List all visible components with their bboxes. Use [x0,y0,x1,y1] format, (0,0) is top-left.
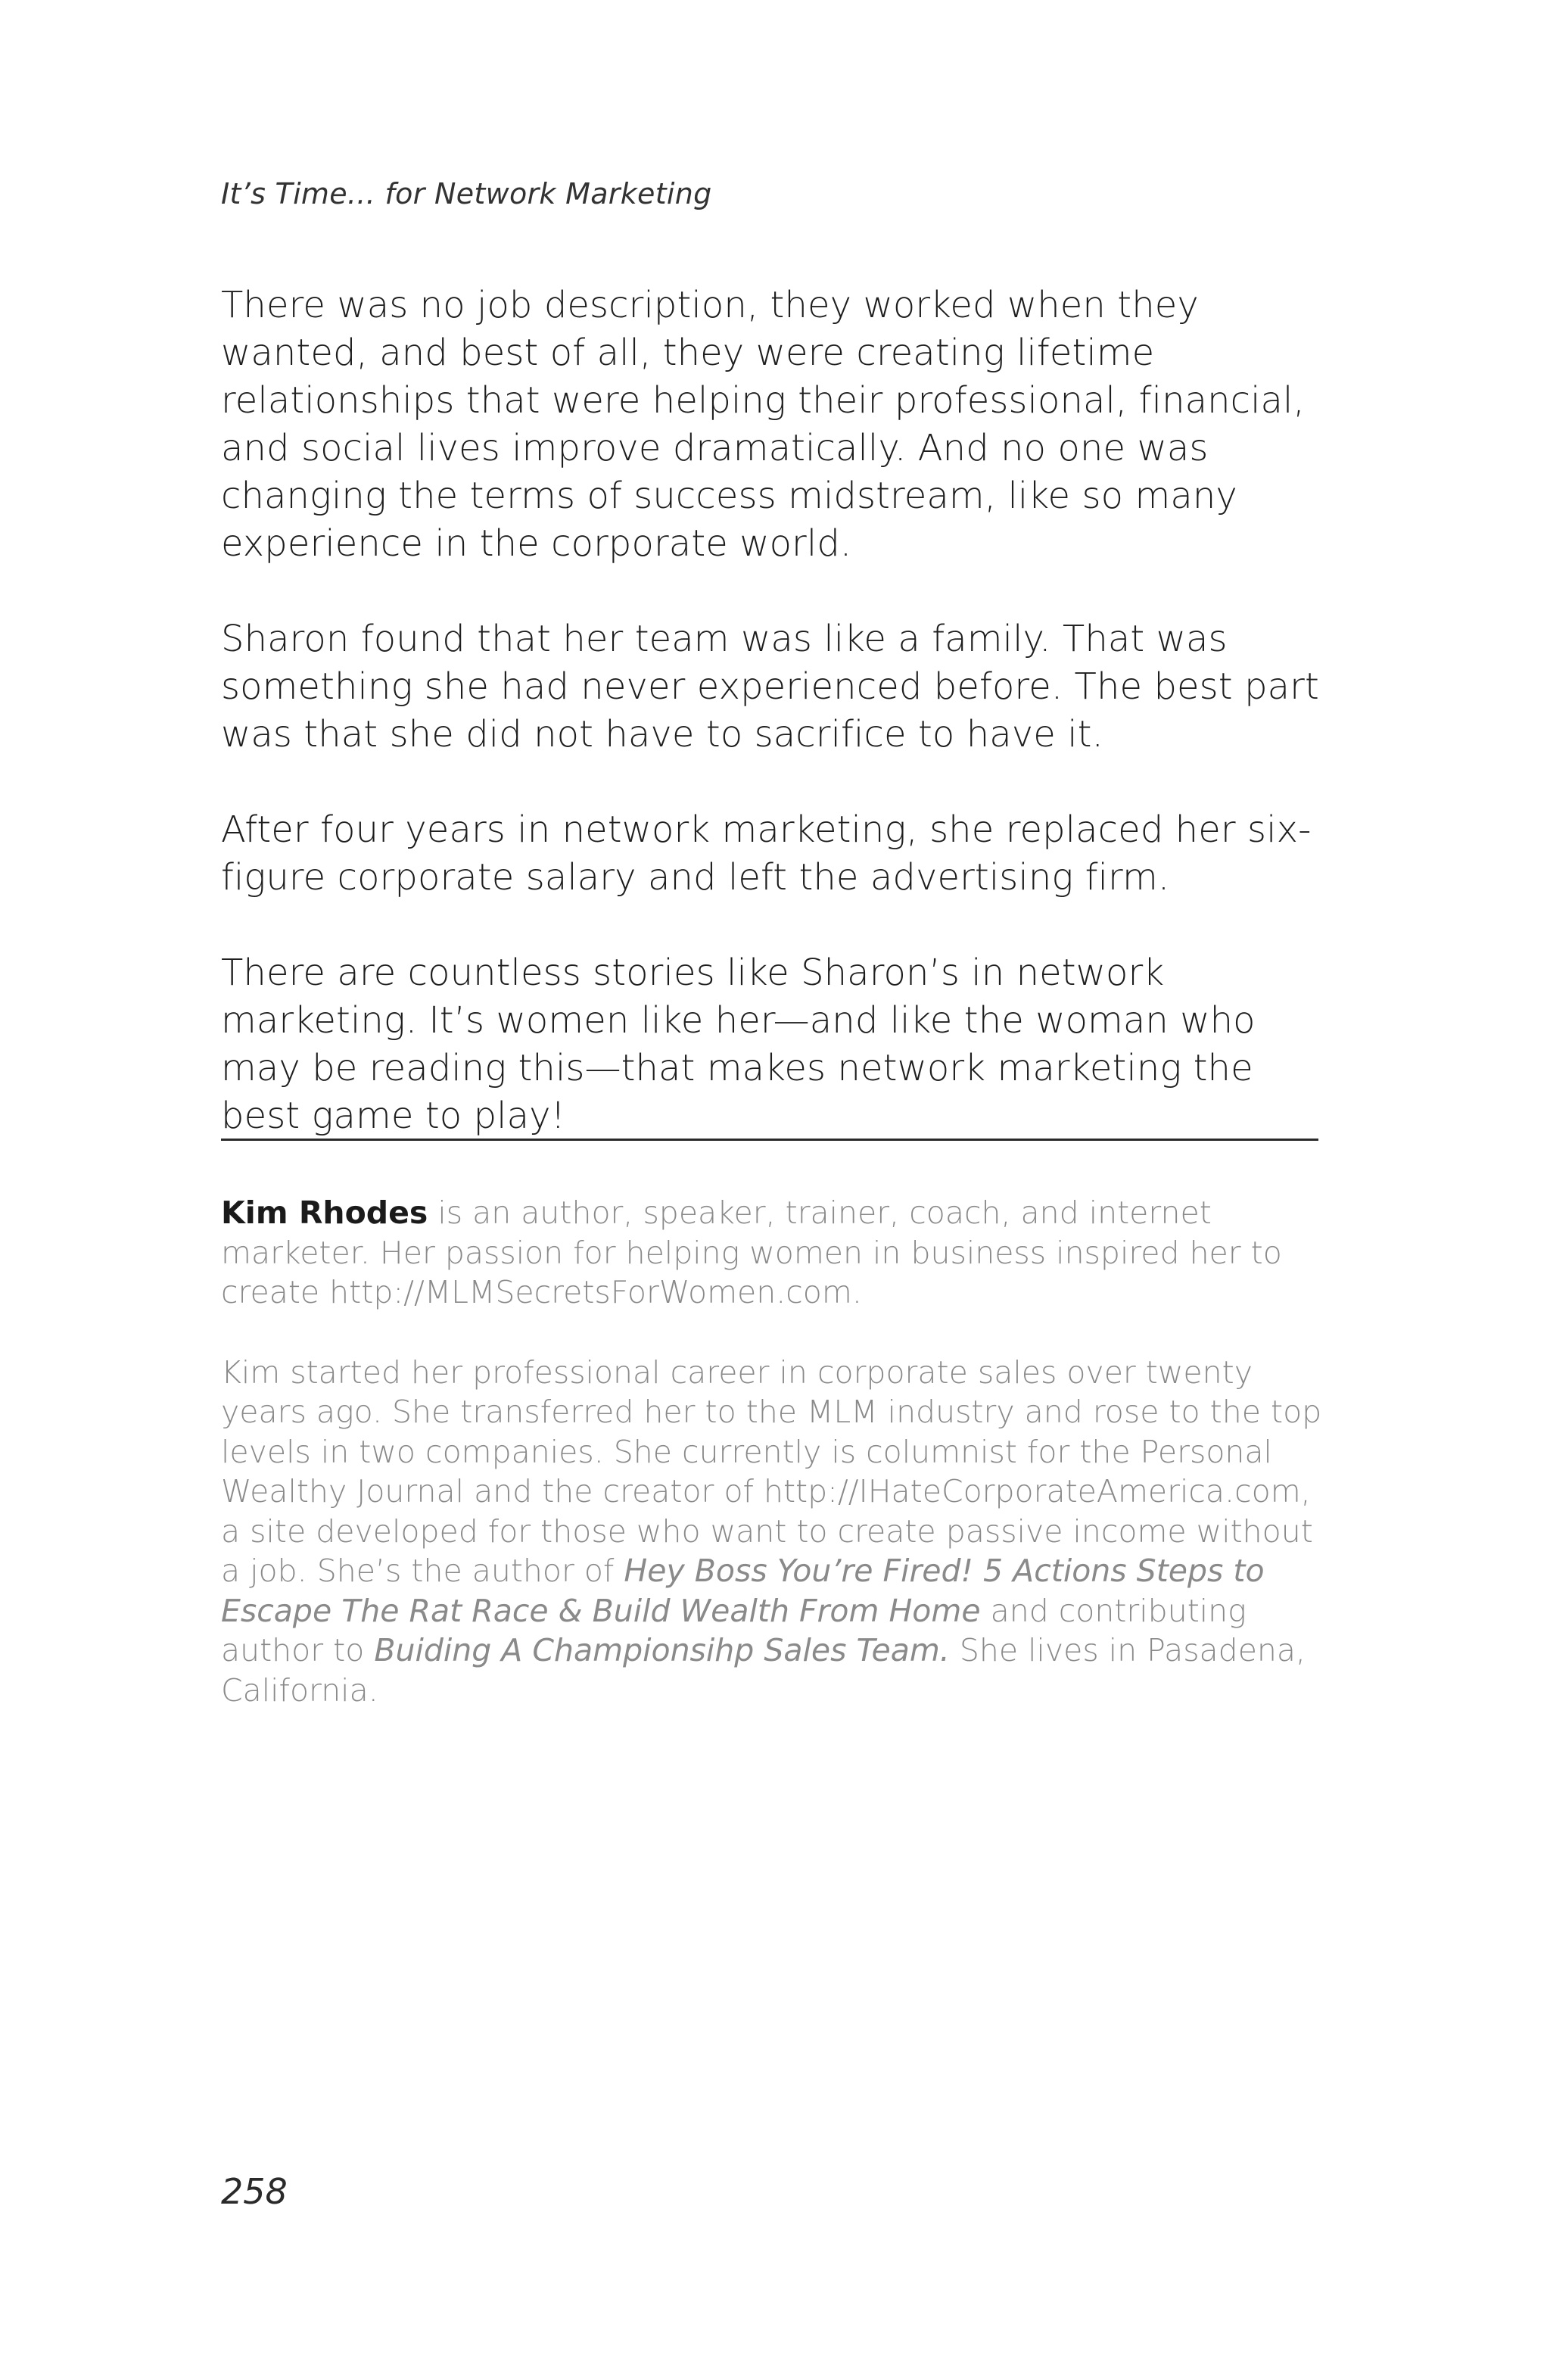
bio-paragraph-2 [221,1353,1326,1711]
author-bio [221,1193,1326,1750]
bio-paragraph-1 [221,1193,1326,1313]
body-paragraph-1: There was no job description, they worked when they wanted, and best of all, they were creating lifetime relationships that were helping their professional, financial, and social lives improve dramatically. And no one was changing the terms of success midstream, like so many experience in the corporate world. [221,284,1305,565]
body-paragraph-2: Sharon found that her team was like a family. That was something she had never experienced before. The best part was that she did not have to sacrifice to have it. [221,618,1319,755]
body-paragraph-3: After four years in network marketing, she replaced her six-figure corporate salary and left the advertising firm. [221,808,1312,899]
book-page [221,0,1326,2380]
bio-career-text: Kim started her professional career in corporate sales over twenty years ago. She transferred her to the MLM industry and rose to the top levels in two companies. She currently is columnist for the Personal Wealthy Journal and the creator of http://IHateCorporateAmerica.com, a site developed for those who want to create passive income without a job. She’s the author of [221,1354,1322,1589]
bio-intro-text: is an author, speaker, trainer, coach, and internet marketer. Her passion for helping women in business inspired her to create http://MLMSecretsForWomen.com. [221,1195,1282,1310]
author-name: Kim Rhodes [221,1195,428,1231]
page-number: 258 [221,2171,288,2212]
running-header: It’s Time... for Network Marketing [221,177,712,210]
section-divider [221,1139,1318,1141]
book-title-1: Hey Boss You’re Fired! 5 Actions Steps to Escape The Rat Race & Build Wealth From Home [221,1553,1265,1629]
bio-location-text: She lives in Pasadena, California. [221,1632,1306,1709]
body-text [221,282,1326,1140]
bio-contributing-text: and contributing author to [221,1592,1247,1668]
body-paragraph-4: There are countless stories like Sharon’s in network marketing. It’s women like her—and like the woman who may be reading this—that makes network marketing the best game to play! [221,952,1256,1137]
book-title-2: Buiding A Championsihp Sales Team. [374,1632,950,1668]
